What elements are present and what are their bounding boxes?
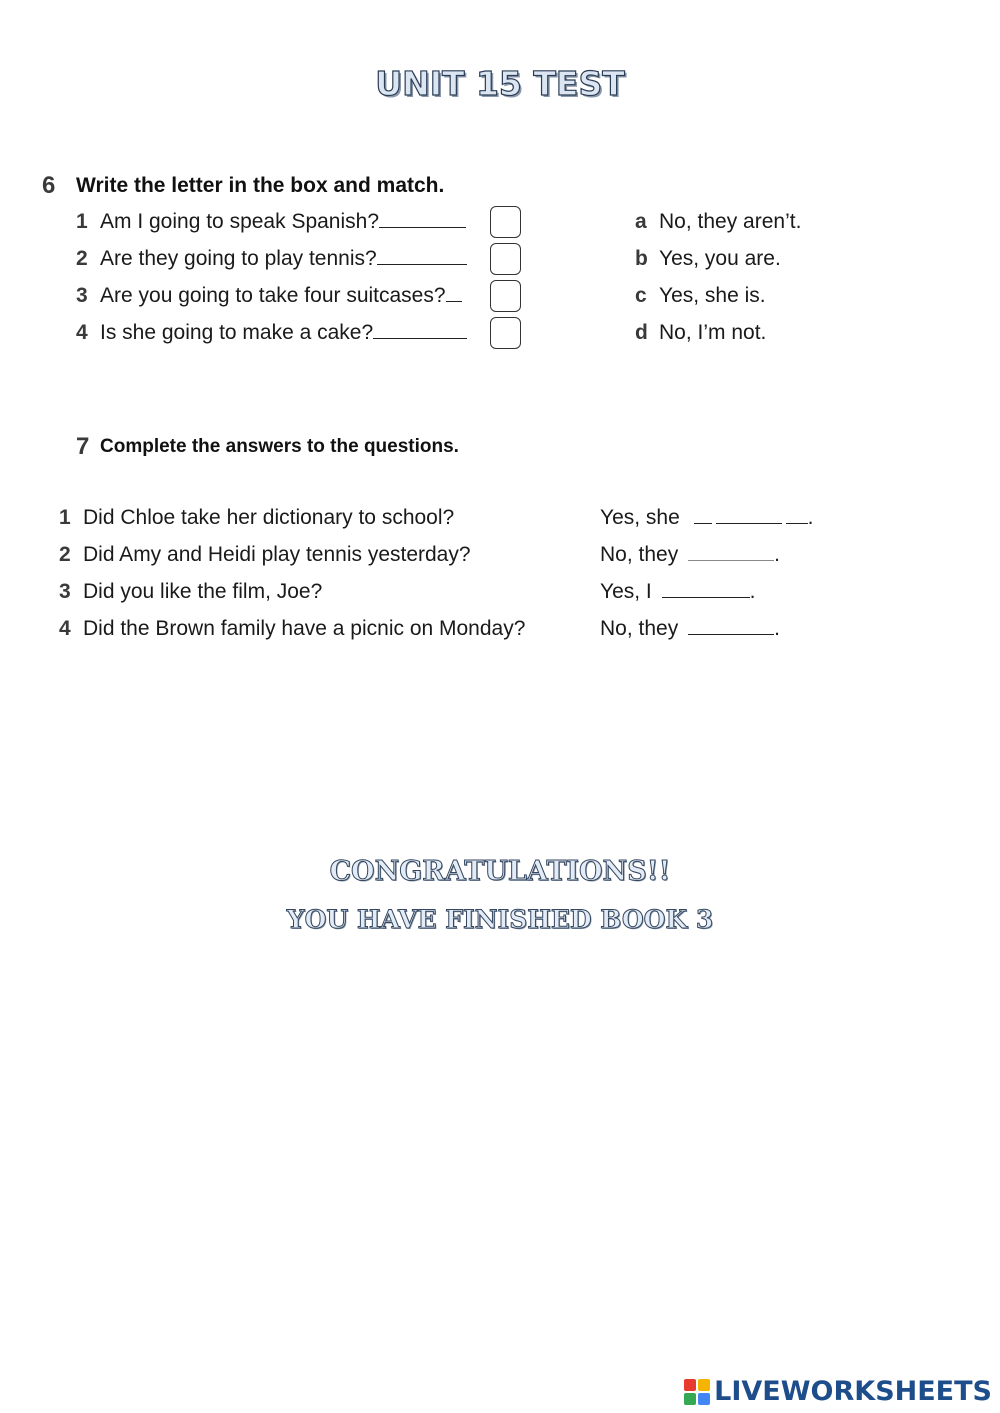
question-number: 2 [59, 543, 71, 566]
underline [373, 322, 467, 339]
answer-box-2[interactable] [490, 243, 521, 275]
complete-question-3 [59, 580, 322, 604]
congratulations-line-1: CONGRATULATIONS!! [329, 856, 671, 887]
match-answer-a [635, 210, 801, 234]
match-question-4 [76, 321, 467, 345]
complete-question-1 [59, 506, 454, 530]
answer-text: No, I’m not. [659, 321, 767, 344]
question-text: Did you like the film, Joe? [83, 580, 323, 603]
question-text: Did the Brown family have a picnic on Monday? [83, 617, 526, 640]
complete-question-2 [59, 543, 471, 567]
answer-text: Yes, she is. [659, 284, 766, 307]
complete-answer-1 [600, 506, 813, 530]
liveworksheets-logo [684, 1376, 992, 1407]
complete-answer-4 [600, 617, 780, 641]
match-answer-b [635, 247, 781, 271]
answer-text: No, they aren’t. [659, 210, 802, 233]
logo-square [684, 1393, 696, 1405]
answer-box-3[interactable] [490, 280, 521, 312]
period: . [807, 506, 814, 529]
match-answer-c [635, 284, 766, 308]
underline [446, 285, 462, 302]
complete-answer-3 [600, 580, 755, 604]
page-title: UNIT 15 TEST [375, 64, 625, 103]
answer-start: No, they [600, 543, 679, 566]
question-number: 1 [59, 506, 71, 529]
question-text: Are you going to take four suitcases? [100, 284, 446, 307]
answer-letter: c [635, 284, 647, 307]
question-text: Did Amy and Heidi play tennis yesterday? [83, 543, 471, 566]
answer-letter: d [635, 321, 648, 344]
answer-box-1[interactable] [490, 206, 521, 238]
answer-box-4[interactable] [490, 317, 521, 349]
answer-letter: b [635, 247, 648, 270]
question-text: Is she going to make a cake? [100, 321, 374, 344]
answer-blank-3[interactable] [662, 583, 750, 598]
match-question-3 [76, 284, 462, 308]
underline [377, 248, 467, 265]
complete-answer-2 [600, 543, 780, 567]
answer-blank-1[interactable] [716, 509, 782, 524]
question-text: Am I going to speak Spanish? [100, 210, 380, 233]
question-number: 2 [76, 247, 88, 270]
logo-square [698, 1379, 710, 1391]
answer-start: Yes, I [600, 580, 652, 603]
period: . [774, 543, 780, 566]
congratulations-line-2: YOU HAVE FINISHED BOOK 3 [286, 905, 714, 934]
question-number: 3 [76, 284, 88, 307]
underline [379, 211, 466, 228]
question-number: 3 [59, 580, 71, 603]
logo-text: LIVEWORKSHEETS [714, 1376, 992, 1407]
match-answer-d [635, 321, 766, 345]
underline [694, 507, 712, 524]
question-text: Did Chloe take her dictionary to school? [83, 506, 455, 529]
match-question-1 [76, 210, 466, 234]
question-text: Are they going to play tennis? [100, 247, 377, 270]
answer-letter: a [635, 210, 647, 233]
logo-square [698, 1393, 710, 1405]
underline [786, 507, 808, 524]
logo-square [684, 1379, 696, 1391]
complete-question-4 [59, 617, 525, 641]
period: . [774, 617, 780, 640]
question-number: 1 [76, 210, 88, 233]
section-6-heading: Write the letter in the box and match. [76, 174, 445, 197]
question-number: 4 [76, 321, 88, 344]
section-7-number: 7 [76, 433, 90, 460]
answer-blank-4[interactable] [688, 620, 774, 635]
section-7-heading: Complete the answers to the questions. [100, 436, 459, 457]
period: . [749, 580, 756, 603]
answer-blank-2[interactable] [688, 546, 774, 561]
question-number: 4 [59, 617, 71, 640]
answer-start: Yes, she [600, 506, 680, 529]
answer-text: Yes, you are. [659, 247, 781, 270]
match-question-2 [76, 247, 467, 271]
section-6-number: 6 [42, 172, 56, 199]
logo-icon [684, 1379, 710, 1405]
answer-start: No, they [600, 617, 679, 640]
